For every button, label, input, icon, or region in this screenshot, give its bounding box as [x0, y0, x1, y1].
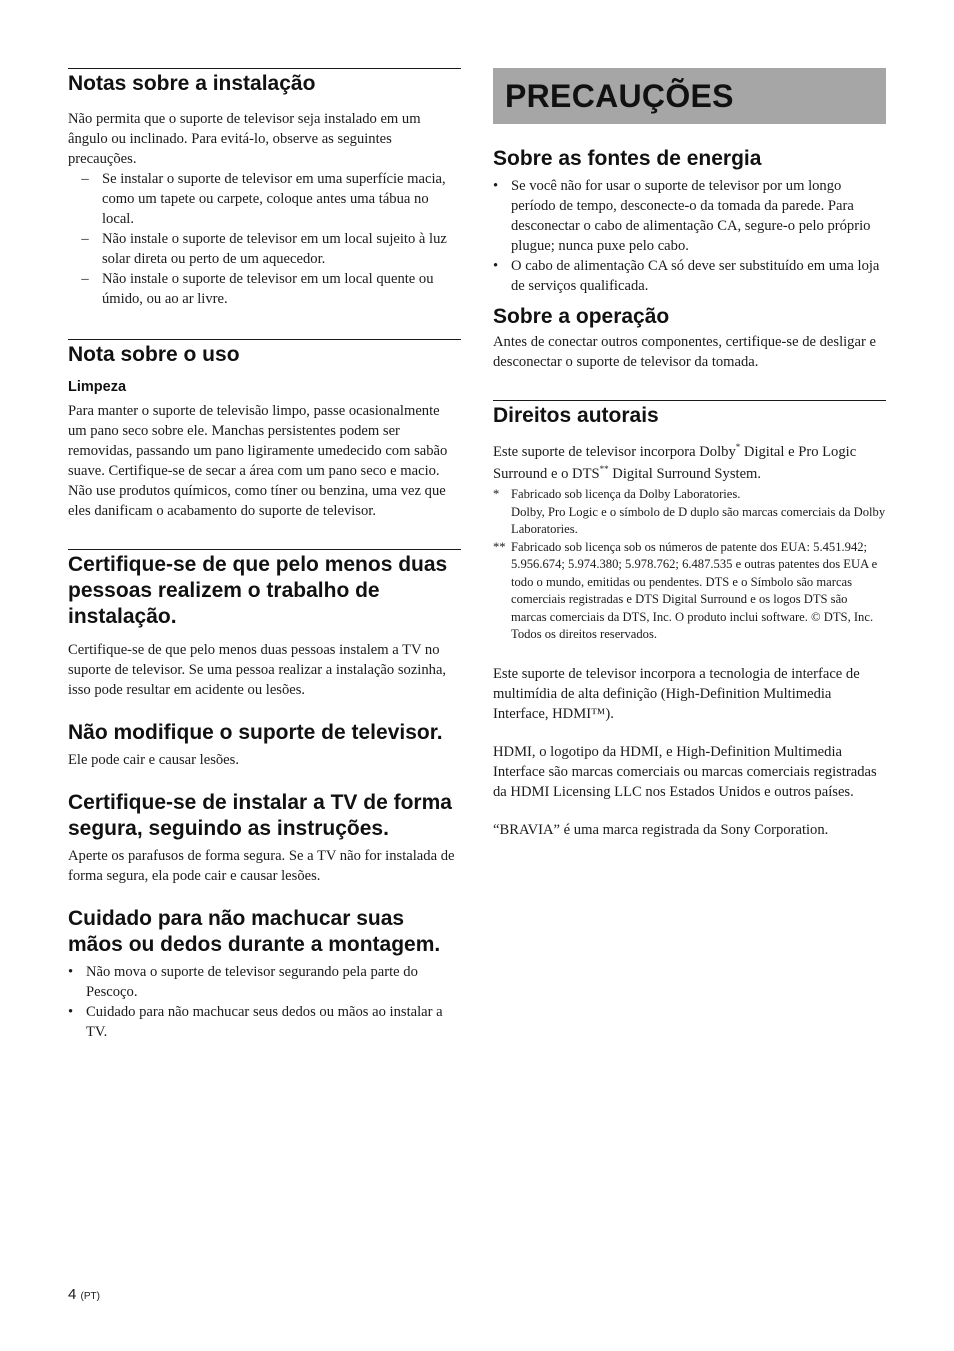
- subheading-limpeza: Limpeza: [68, 379, 127, 395]
- heading-notas-instalacao: Notas sobre a instalação: [68, 72, 316, 95]
- bullet-marker: •: [493, 258, 499, 274]
- bullet-marker: •: [68, 1004, 74, 1020]
- page-footer: [68, 1286, 100, 1303]
- list-item: • Não mova o suporte de televisor segurando pela parte do Pescoço.: [68, 964, 418, 1000]
- install-list: [68, 169, 461, 309]
- heading-operacao: Sobre a operação: [493, 305, 670, 328]
- dash-marker: –: [81, 231, 89, 247]
- hdmi-trademark-paragraph: HDMI, o logotipo da HDMI, e High-Definition Multimedia Interface são marcas comerciais ou marcas comerciais registradas da HDMI Licensing LLC nos Estados Unidos e outros países.: [493, 743, 877, 800]
- list-item: • Se você não for usar o suporte de televisor por um longo período de tempo, desconecte-o da tomada da parede. Para desconectar o cabo de alimentação CA, segure-o pelo próprio plugue; nunca puxe pelo cabo.: [493, 178, 871, 254]
- install-safe-text: Aperte os parafusos de forma segura. Se a TV não for instalada de forma segura, ela pode cair e causar lesões.: [68, 848, 455, 884]
- heading-cuidado-maos: Cuidado para não machucar suas mãos ou dedos durante a montagem.: [68, 907, 441, 956]
- hands-list: [68, 962, 461, 1042]
- dash-marker: –: [81, 271, 89, 287]
- operation-text: Antes de conectar outros componentes, certifique-se de desligar e desconectar o suporte de televisor da tomada.: [493, 334, 876, 370]
- heading-nota-uso: Nota sobre o uso: [68, 343, 240, 366]
- bullet-marker: •: [493, 178, 499, 194]
- bravia-paragraph: “BRAVIA” é uma marca registrada da Sony Corporation.: [493, 821, 829, 838]
- heading-direitos-autorais: Direitos autorais: [493, 404, 659, 427]
- page-number: 4: [68, 1286, 77, 1303]
- list-item: – Não instale o suporte de televisor em um local sujeito à luz solar direta ou perto de um aquecedor.: [68, 229, 461, 269]
- footnote-dts: ** Fabricado sob licença sob os números de patente dos EUA: 5.451.942; 5.956.674; 5.974.380; 5.978.762; 6.487.535 e outras patentes dos EUA e todo o mundo, emitidas ou pendentes. DTS e o Símbolo são marcas comerciais registradas e DTS Digital Surround e os logos DTS são marcas comerciais da DTS, Inc. O produto inclui software. © DTS, Inc. Todos os direitos reservados.: [493, 539, 878, 641]
- install-intro: Não permita que o suporte de televisor seja instalado em um ângulo ou inclinado. Para evitá-lo, observe as seguintes precauções.: [68, 111, 421, 167]
- list-item: – Não instale o suporte de televisor em um local quente ou úmido, ou ao ar livre.: [68, 269, 461, 309]
- list-item: • O cabo de alimentação CA só deve ser substituído em uma loja de serviços qualificada.: [493, 258, 880, 294]
- heading-nao-modifique: Não modifique o suporte de televisor.: [68, 721, 443, 744]
- list-item: – Se instalar o suporte de televisor em uma superfície macia, como um tapete ou carpete, coloque antes uma tábua no local.: [68, 169, 461, 229]
- two-people-text: Certifique-se de que pelo menos duas pessoas instalem a TV no suporte de televisor. Se uma pessoa realizar a instalação sozinha, isso pode resultar em acidente ou lesões.: [68, 642, 447, 698]
- heading-duas-pessoas: Certifique-se de que pelo menos duas pessoas realizem o trabalho de instalação.: [68, 553, 448, 628]
- footnotes: [493, 486, 886, 644]
- page-title: PRECAUÇÕES: [505, 77, 734, 114]
- right-column: [493, 68, 886, 840]
- section-rule: [68, 68, 461, 69]
- copyright-intro: Este suporte de televisor incorpora Dolby* Digital e Pro Logic Surround e o DTS** Digital Surround System.: [493, 442, 857, 482]
- title-banner: [493, 68, 886, 124]
- no-modify-text: Ele pode cair e causar lesões.: [68, 752, 239, 768]
- dash-marker: –: [81, 171, 89, 187]
- bullet-marker: •: [68, 964, 74, 980]
- page-language: (PT): [80, 1291, 100, 1302]
- list-item: • Cuidado para não machucar seus dedos ou mãos ao instalar a TV.: [68, 1004, 443, 1040]
- section-rule: [68, 339, 461, 340]
- section-rule: [68, 549, 461, 550]
- left-column: [68, 68, 461, 1042]
- heading-fontes-energia: Sobre as fontes de energia: [493, 147, 762, 170]
- hdmi-paragraph: Este suporte de televisor incorpora a tecnologia de interface de multimídia de alta definição (High-Definition Multimedia Interface, HDMI™).: [493, 665, 860, 722]
- heading-instalar-segura: Certifique-se de instalar a TV de forma segura, seguindo as instruções.: [68, 791, 452, 840]
- cleaning-text: Para manter o suporte de televisão limpo, passe ocasionalmente um pano seco sobre ele. Manchas persistentes podem ser removidas, passando um pano ligiramente umedecido com sabão suave. Certifique-se de secar a área com um pano seco e macio. Não use produtos químicos, como tíner ou benzina, uma vez que eles danificam o acabamento do suporte de televisor.: [68, 403, 448, 519]
- footnote-dolby: * Fabricado sob licença da Dolby Laboratories. Dolby, Pro Logic e o símbolo de D duplo são marcas comerciais da Dolby Laboratories.: [493, 487, 886, 536]
- power-list: [493, 176, 886, 296]
- section-rule: [493, 400, 886, 401]
